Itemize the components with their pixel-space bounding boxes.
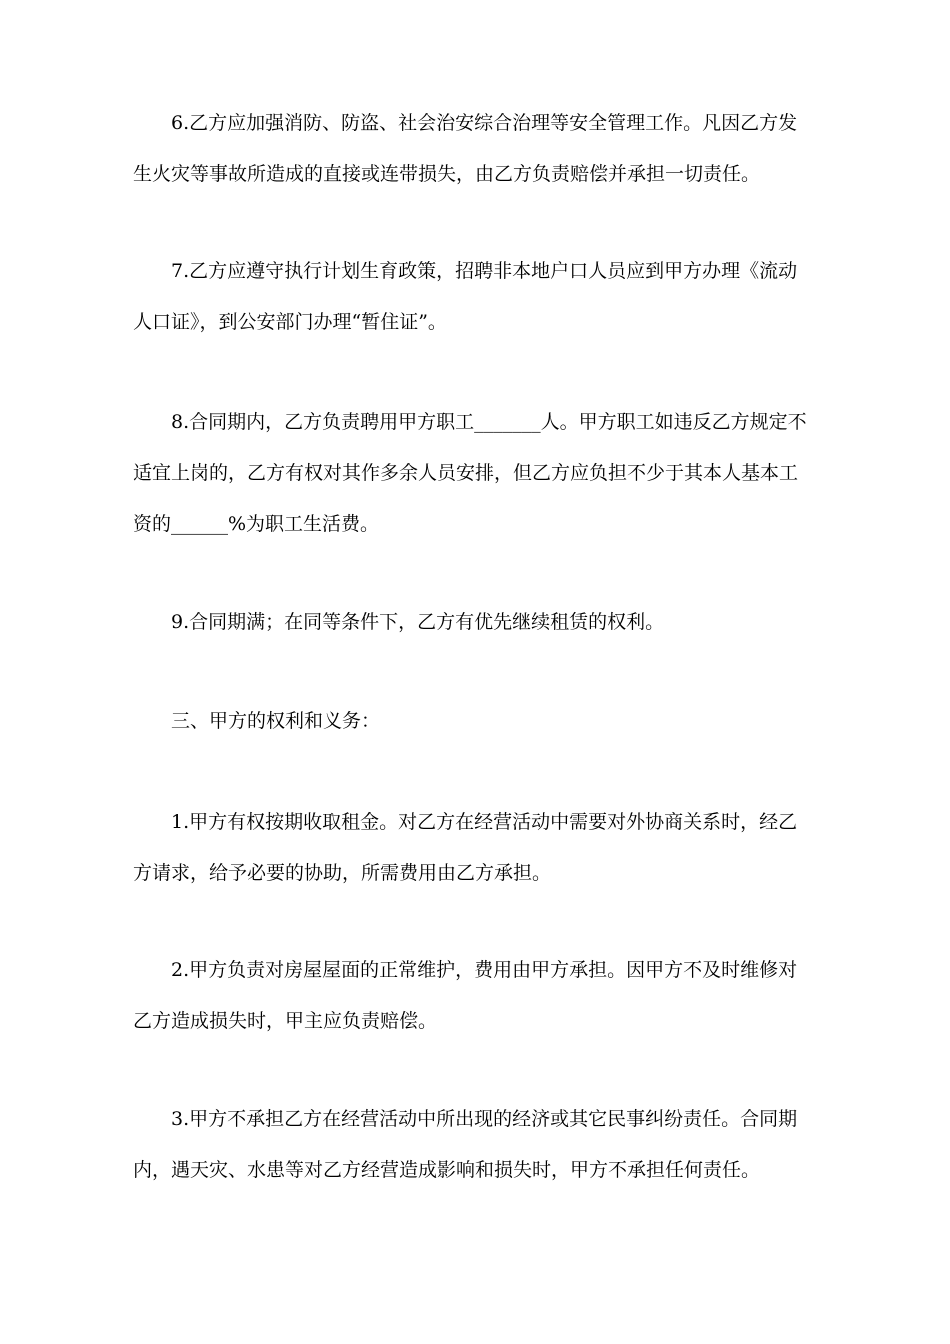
party-a-clause-2-line-1: 2.甲方负责对房屋屋面的正常维护，费用由甲方承担。因甲方不及时维修对 <box>171 959 798 981</box>
clause-8-line-3: 资的______%为职工生活费。 <box>133 513 380 535</box>
clause-6 <box>133 98 823 200</box>
party-a-clause-3-line-2: 内，遇天灾、水患等对乙方经营造成影响和损失时，甲方不承担任何责任。 <box>133 1159 761 1181</box>
party-a-clause-2 <box>133 945 823 1047</box>
clause-6-line-1: 6.乙方应加强消防、防盗、社会治安综合治理等安全管理工作。凡因乙方发 <box>171 112 798 134</box>
clause-6-line-2: 生火灾等事故所造成的直接或连带损失，由乙方负责赔偿并承担一切责任。 <box>133 163 761 185</box>
party-a-clause-3 <box>133 1094 823 1196</box>
clause-8-line-2: 适宜上岗的，乙方有权对其作多余人员安排，但乙方应负担不少于其本人基本工 <box>133 462 799 484</box>
section-3-heading <box>133 696 823 747</box>
clause-7 <box>133 246 823 348</box>
clause-9-line-1: 9.合同期满；在同等条件下，乙方有优先继续租赁的权利。 <box>171 611 665 633</box>
party-a-clause-2-line-2: 乙方造成损失时，甲主应负责赔偿。 <box>133 1010 438 1032</box>
party-a-clause-3-line-1: 3.甲方不承担乙方在经营活动中所出现的经济或其它民事纠纷责任。合同期 <box>171 1108 798 1130</box>
party-a-clause-1 <box>133 797 823 899</box>
party-a-clause-1-line-2: 方请求，给予必要的协助，所需费用由乙方承担。 <box>133 862 552 884</box>
clause-8 <box>133 397 823 550</box>
clause-7-line-2: 人口证》，到公安部门办理“暂住证”。 <box>133 311 447 333</box>
clause-8-line-1: 8.合同期内，乙方负责聘用甲方职工_______人。甲方职工如违反乙方规定不 <box>171 411 807 433</box>
clause-9 <box>133 597 823 648</box>
section-heading-text: 三、甲方的权利和义务： <box>171 710 381 732</box>
clause-7-line-1: 7.乙方应遵守执行计划生育政策，招聘非本地户口人员应到甲方办理《流动 <box>171 260 798 282</box>
party-a-clause-1-line-1: 1.甲方有权按期收取租金。对乙方在经营活动中需要对外协商关系时，经乙 <box>171 811 798 833</box>
